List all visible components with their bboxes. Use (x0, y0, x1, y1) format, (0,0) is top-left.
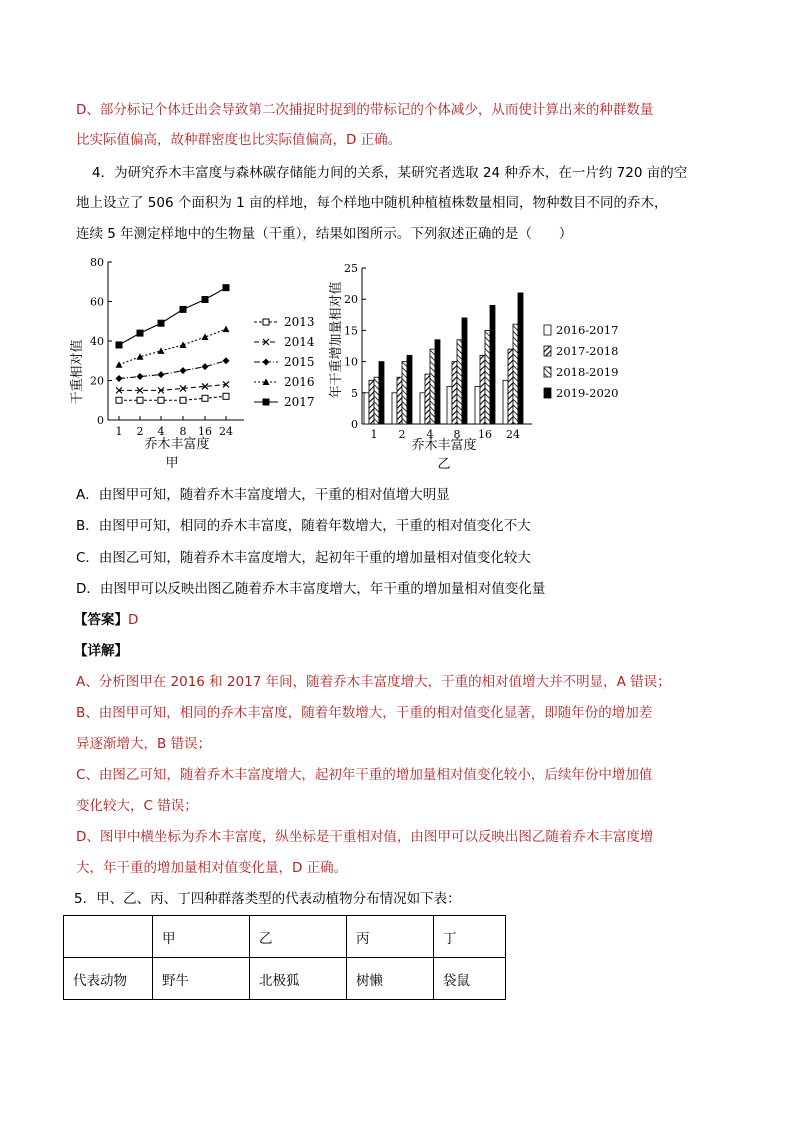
chart-jia-title: 甲 (165, 456, 179, 471)
chart-yi (326, 258, 646, 474)
y-tick-label: 15 (344, 324, 358, 338)
bar-2019-2020-8 (462, 318, 467, 424)
option-b[interactable]: B．由图甲可知，相同的乔木丰富度，随着年数增大，干重的相对值变化不大 (76, 518, 531, 534)
x-tick-label: 8 (179, 425, 187, 438)
x-tick-label: 2 (398, 428, 406, 441)
data-point (263, 319, 269, 325)
data-point (137, 397, 143, 403)
data-point (202, 296, 209, 303)
y-tick-label: 10 (344, 355, 358, 369)
solution-3d-line1: D、部分标记个体迁出会导致第二次捕捉时捉到的带标记的个体减少，从而使计算出来的种群数量 (76, 102, 654, 118)
data-point (158, 320, 165, 327)
legend-swatch (544, 346, 551, 356)
answer-line (74, 610, 138, 630)
x-tick-label: 16 (198, 425, 212, 438)
x-tick-label: 24 (219, 425, 233, 438)
explanation-d-line2: 大，年干重的增加量相对值变化量，D 正确。 (76, 860, 348, 876)
bar-2016-2017-8 (447, 387, 452, 424)
explanation-b-line2: 异逐渐增大，B 错误； (76, 736, 212, 752)
question-4-line2: 地上设立了 506 个面积为 1 亩的样地，每个样地中随机种植植株数量相同，物种数目不同的乔木， (76, 195, 668, 211)
legend-swatch (544, 388, 551, 398)
data-point (223, 284, 230, 291)
table-cell: 代表动物 (64, 958, 153, 1000)
question-5: 5．甲、乙、丙、丁四种群落类型的代表动植物分布情况如下表： (74, 891, 461, 907)
table-cell: 甲 (153, 916, 250, 958)
bar-2018-2019-2 (402, 362, 407, 424)
chart-yi-title: 乙 (437, 457, 451, 472)
bar-2016-2017-1 (364, 393, 369, 424)
x-tick-label: 16 (478, 428, 492, 441)
data-point (223, 326, 230, 333)
option-a[interactable]: A．由图甲可知，随着乔木丰富度增大，干重的相对值增大明显 (76, 487, 450, 503)
data-point (137, 330, 144, 337)
data-point (116, 361, 123, 368)
y-tick-label: 80 (90, 256, 104, 269)
data-point (137, 373, 144, 380)
series-line-2017 (119, 288, 226, 345)
data-point (116, 375, 123, 382)
x-tick-label: 1 (115, 425, 123, 438)
data-point (180, 367, 187, 374)
chart-jia-xlabel: 乔木丰富度 (144, 437, 210, 452)
bar-2017-2018-24 (508, 349, 513, 424)
explanation-c-line1: C、由图乙可知，随着乔木丰富度增大，起初年干重的增加量相对值变化较小，后续年份中增加值 (76, 767, 653, 783)
y-tick-label: 25 (344, 262, 358, 275)
bar-2018-2019-8 (457, 340, 462, 424)
explanation-d-line1: D、图甲中横坐标为乔木丰富度，纵坐标是干重相对值，由图甲可以反映出图乙随着乔木丰富度增 (76, 829, 654, 845)
legend-label: 2019-2020 (556, 386, 619, 400)
table-cell: 树懒 (347, 958, 434, 1000)
community-table (63, 915, 506, 1000)
chart-jia (66, 252, 326, 474)
chart-jia-ylabel: 干重相对值 (70, 339, 85, 405)
bar-2019-2020-2 (407, 355, 412, 424)
x-tick-label: 24 (506, 428, 520, 441)
data-point (180, 397, 186, 403)
x-tick-label: 1 (370, 428, 378, 441)
bar-2016-2017-2 (392, 393, 397, 424)
bar-2017-2018-8 (452, 362, 457, 424)
legend-label: 2017-2018 (556, 344, 619, 358)
table-cell: 乙 (250, 916, 347, 958)
y-tick-label: 5 (351, 386, 358, 400)
data-point (263, 399, 270, 406)
legend-label: 2016-2017 (556, 323, 619, 337)
bar-2019-2020-1 (379, 362, 384, 424)
bar-2019-2020-4 (435, 340, 440, 424)
data-point (158, 371, 165, 378)
bar-2016-2017-16 (475, 387, 480, 424)
bar-2019-2020-16 (490, 305, 495, 424)
y-tick-label: 0 (97, 414, 104, 427)
table-cell: 丁 (434, 916, 506, 958)
question-4-line3: 连续 5 年测定样地中的生物量（干重），结果如图所示。下列叙述正确的是（ ） (76, 226, 573, 242)
x-tick-label: 4 (157, 425, 165, 438)
bar-2016-2017-24 (503, 380, 508, 424)
data-point (116, 397, 122, 403)
series-line-2014 (119, 384, 226, 390)
answer-tag: 【答案】 (74, 612, 128, 628)
data-point (116, 341, 123, 348)
data-point (158, 347, 165, 354)
x-tick-label: 8 (453, 428, 461, 441)
detail-tag: 【详解】 (74, 643, 128, 659)
x-tick-label: 2 (136, 425, 144, 438)
legend-label: 2018-2019 (556, 365, 619, 379)
data-point (158, 397, 164, 403)
x-tick-label: 4 (426, 428, 434, 441)
bar-2018-2019-16 (485, 330, 490, 424)
bar-2016-2017-4 (420, 393, 425, 424)
bar-2018-2019-4 (430, 349, 435, 424)
legend-label: 2013 (284, 315, 315, 329)
explanation-c-line2: 变化较大，C 错误； (76, 798, 198, 814)
bar-2019-2020-24 (518, 293, 523, 424)
bar-2017-2018-4 (425, 374, 430, 424)
data-point (223, 357, 230, 364)
bar-2018-2019-1 (374, 377, 379, 424)
solution-3d-line2: 比实际值偏高，故种群密度也比实际值偏高，D 正确。 (76, 132, 402, 148)
series-line-2015 (119, 361, 226, 379)
y-tick-label: 20 (344, 293, 358, 307)
table-cell (64, 916, 153, 958)
explanation-b-line1: B、由图甲可知，相同的乔木丰富度，随着年数增大，干重的相对值变化显著，即随年份的增加差 (76, 705, 653, 721)
chart-yi-xlabel: 乔木丰富度 (411, 438, 477, 453)
data-point (202, 334, 209, 341)
table-cell: 丙 (347, 916, 434, 958)
table-row (64, 958, 506, 1000)
data-point (202, 395, 208, 401)
answer-value: D (128, 612, 139, 628)
explanation-a: A、分析图甲在 2016 和 2017 年间，随着乔木丰富度增大，干重的相对值增大并不明显，A 错误； (76, 674, 671, 690)
y-tick-label: 0 (351, 418, 358, 431)
legend-swatch (544, 325, 551, 335)
data-point (263, 359, 270, 366)
table-header-row (64, 916, 506, 958)
data-point (180, 341, 187, 348)
bar-2017-2018-16 (480, 355, 485, 424)
legend-label: 2014 (284, 335, 315, 349)
option-c[interactable]: C．由图乙可知，随着乔木丰富度增大，起初年干重的增加量相对值变化较大 (76, 550, 531, 566)
data-point (202, 363, 209, 370)
table-cell: 野牛 (153, 958, 250, 1000)
data-point (223, 393, 229, 399)
table-cell: 袋鼠 (434, 958, 506, 1000)
data-point (180, 306, 187, 313)
y-tick-label: 20 (90, 374, 104, 388)
option-d[interactable]: D．由图甲可以反映出图乙随着乔木丰富度增大，年干重的增加量相对值变化量 (76, 581, 546, 597)
y-tick-label: 60 (90, 295, 104, 309)
bar-2017-2018-2 (397, 377, 402, 424)
series-line-2016 (119, 329, 226, 365)
bar-2017-2018-1 (369, 380, 374, 424)
legend-label: 2015 (284, 355, 315, 369)
legend-swatch (544, 367, 551, 377)
chart-yi-ylabel: 年干重增加量相对值 (329, 281, 344, 399)
legend-label: 2016 (284, 375, 315, 389)
question-4-line1: 4．为研究乔木丰富度与森林碳存储能力间的关系，某研究者选取 24 种乔木，在一片约 720 亩的空 (92, 165, 688, 181)
series-line-2013 (119, 396, 226, 400)
table-cell: 北极狐 (250, 958, 347, 1000)
bar-2018-2019-24 (513, 324, 518, 424)
legend-label: 2017 (284, 395, 315, 409)
y-tick-label: 40 (90, 335, 104, 348)
